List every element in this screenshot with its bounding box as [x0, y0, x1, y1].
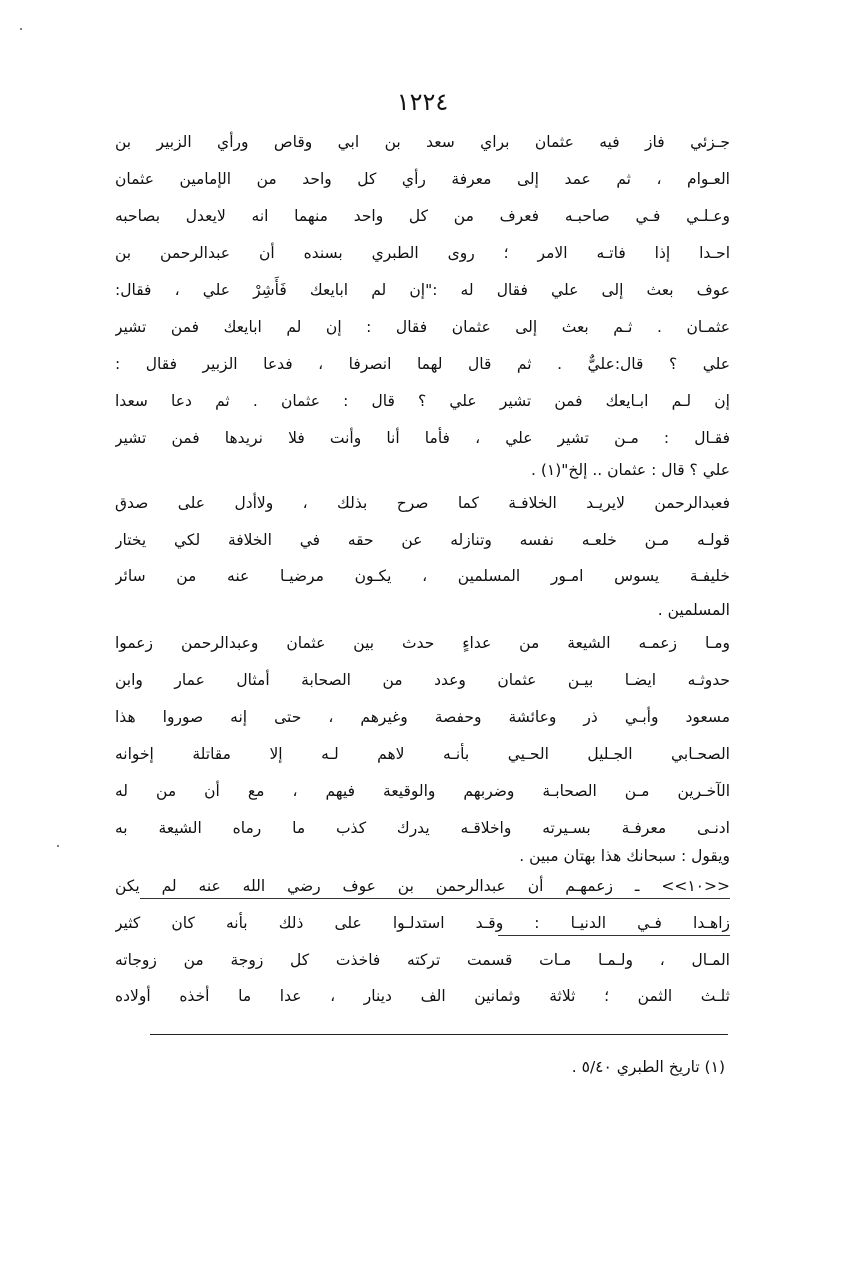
underline	[498, 935, 730, 936]
body-line: فعبدالرحمن لايريـد الخلافـة كما صرح بذلك ، ولاأدل على صدق	[115, 494, 730, 512]
body-line: ويقول : سبحانك هذا بهتان مبين .	[519, 847, 730, 865]
section-heading-line: <<١٠>> ـ زعمهـم أن عبدالرحمن بن عوف رضي الله عنه لم يكن	[115, 877, 730, 895]
body-line: فقـال : مـن تشير علي ، فأما أنا وأنت فلا نريدها فمن تشير	[115, 429, 730, 447]
body-line: قولـه مـن خلعـه نفسه وتنازله عن حقه في الخلافة لكي يختار	[115, 531, 730, 549]
body-line: عوف بعث إلى علي فقال له :"إن لم ابايعك فَأَشِرْ علي ، فقال:	[115, 281, 730, 299]
body-line: زاهـدا فـي الدنيـا : وقـد استدلـوا على ذلك بأنه كان كثير	[115, 914, 730, 932]
body-line: حدوثـه ايضـا بيـن عثمان وعدد من الصحابة أمثال عمار وابن	[115, 671, 730, 689]
body-line: العـوام ، ثم عمد إلى معرفة رأي كل واحد من الإمامين عثمان	[115, 170, 730, 188]
page-number: ١٢٢٤	[396, 88, 449, 116]
body-line: ثلـث الثمن ؛ ثلاثة وثمانين الف دينار ، عدا ما أخذه أولاده	[115, 987, 730, 1005]
body-line: ومـا زعمـه الشيعة من عداءٍ حدث بين عثمان وعبدالرحمن زعموا	[115, 634, 730, 652]
body-line: جـزئي فاز فيه عثمان براي سعد بن ابي وقاص ورأي الزبير بن	[115, 133, 730, 151]
scan-speck	[57, 845, 59, 847]
scan-speck	[20, 28, 22, 30]
body-line: عثمـان . ثـم بعث إلى عثمان فقال : إن لم ابايعك فمن تشير	[115, 318, 730, 336]
body-line: وعـلـي فـي صاحبـه فعرف من كل واحد منهما انه لايعدل بصاحبه	[115, 207, 730, 225]
body-line: ادنـى معرفـة بسـيرته واخلاقـه يدرك كذب ما رماه الشيعة به	[115, 819, 730, 837]
body-line: الصحـابي الجـليل الحـيي بأنـه لاهم لـه إلا مقاتلة إخوانه	[115, 745, 730, 763]
body-line: علي ؟ قال : عثمان .. إلخ"(١) .	[531, 461, 730, 479]
underline	[140, 898, 730, 899]
body-line: المسلمين .	[657, 601, 730, 619]
body-line: مسعود وأبـي ذر وعائشة وحفصة وغيرهم ، حتى إنه صوروا هذا	[115, 708, 730, 726]
body-line: إن لـم ابـايعك فمن تشير علي ؟ قال : عثمان . ثم دعا سعدا	[115, 392, 730, 410]
body-line: احـدا إذا فاتـه الامر ؛ روى الطبري بسنده أن عبدالرحمن بن	[115, 244, 730, 262]
footnote-rule	[150, 1034, 728, 1035]
body-line: علي ؟ قال:عليٌّ . ثم قال لهما انصرفا ، فدعا الزبير فقال :	[115, 355, 730, 373]
body-line: خليفـة يسوس امـور المسلمين ، يكـون مرضيـا عنه من سائر	[115, 567, 730, 585]
body-line: المـال ، ولـمـا مـات قسمت تركته فاخذت كل زوجة من زوجاته	[115, 951, 730, 969]
body-line: الآخـرين مـن الصحابـة وضربهم والوقيعة فيهم ، مع أن من له	[115, 782, 730, 800]
footnote: (١) تاريخ الطبري ٥/٤٠ .	[571, 1058, 725, 1076]
